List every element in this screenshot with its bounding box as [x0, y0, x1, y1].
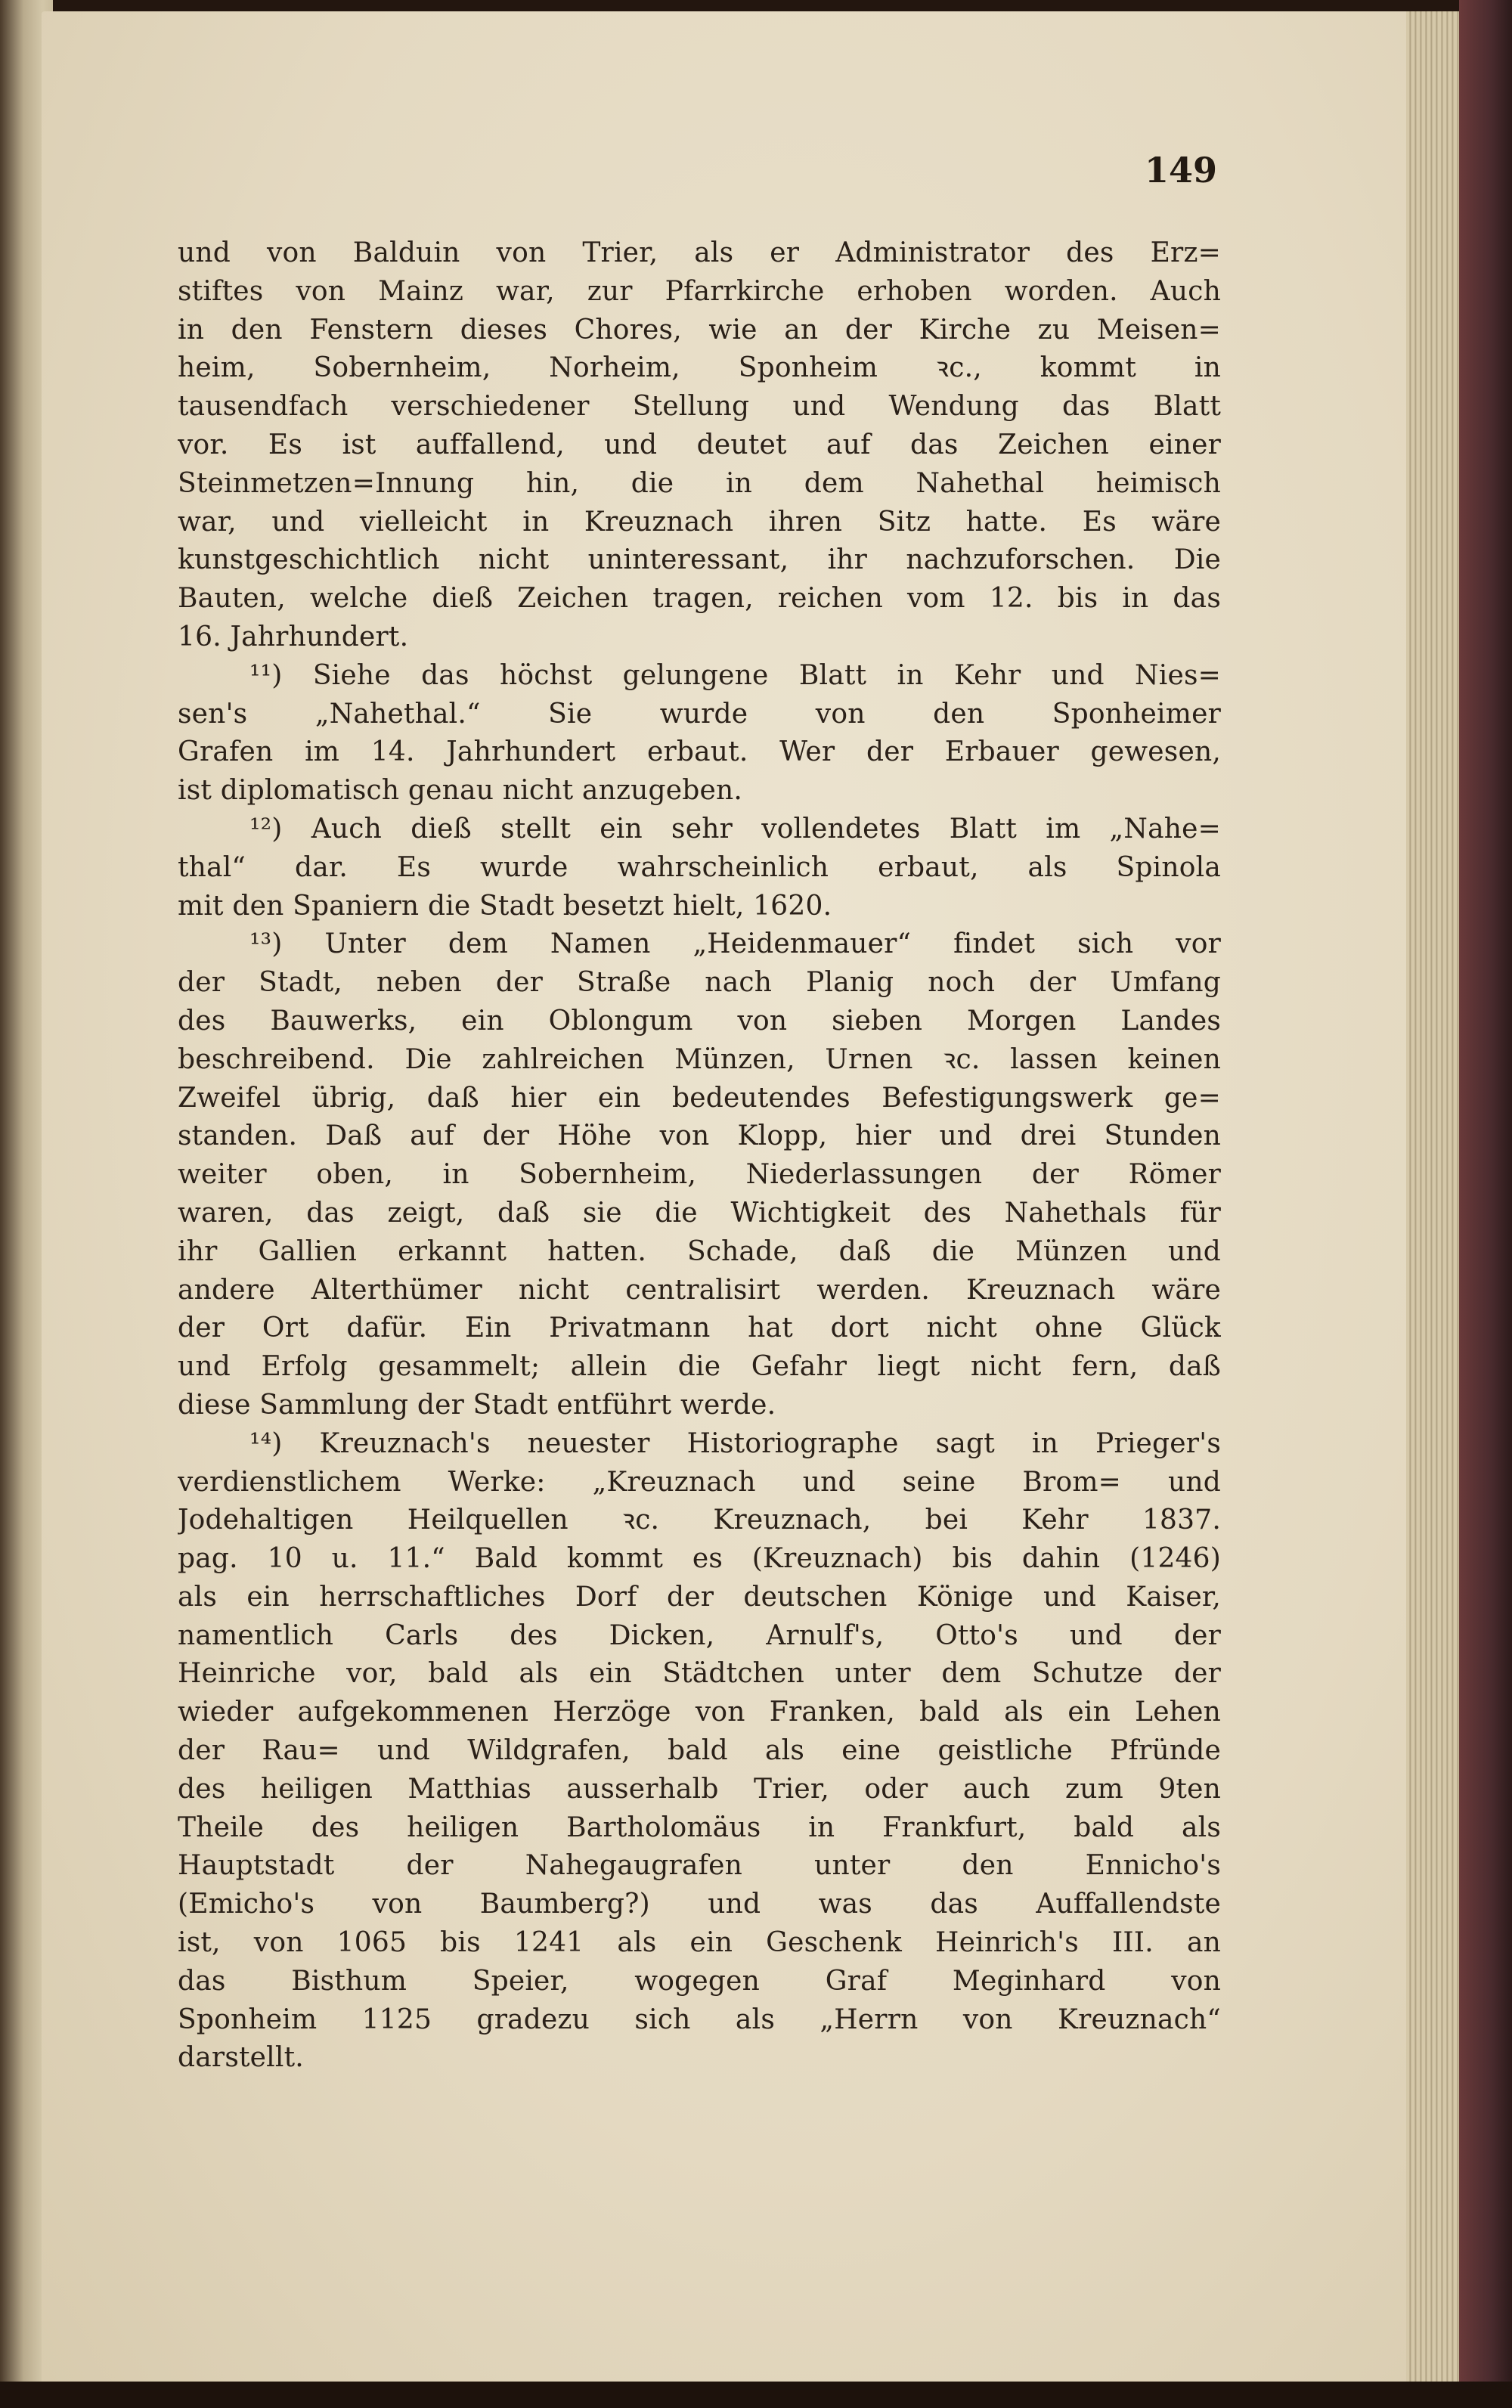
text-line: darstellt. [178, 2042, 304, 2074]
text-line: der Stadt, neben der Straße nach Planig noch der Umfang [178, 967, 1221, 999]
text-line: (Emicho's von Baumberg?) und was das Auffallendste [178, 1889, 1221, 1920]
text-line: pag. 10 u. 11.“ Bald kommt es (Kreuznach) bis dahin (1246) [178, 1543, 1221, 1575]
body-text [178, 234, 1221, 2078]
text-line: als ein herrschaftliches Dorf der deutschen Könige und Kaiser, [178, 1581, 1221, 1613]
text-line: und Erfolg gesammelt; allein die Gefahr liegt nicht fern, daß [178, 1351, 1221, 1383]
text-line: Jodehaltigen Heilquellen ꝛc. Kreuznach, bei Kehr 1837. [178, 1505, 1221, 1536]
text-line: vor. Es ist auffallend, und deutet auf das Zeichen einer [178, 429, 1221, 460]
text-line: in den Fenstern dieses Chores, wie an der Kirche zu Meisen= [178, 314, 1221, 346]
text-line: stiftes von Mainz war, zur Pfarrkirche erhoben worden. Auch [178, 275, 1221, 307]
text-line: 16. Jahrhundert. [178, 621, 409, 652]
text-line: das Bisthum Speier, wogegen Graf Meginhard von [178, 1965, 1221, 1997]
text-line: tausendfach verschiedener Stellung und Wendung das Blatt [178, 391, 1221, 423]
page-edges [1406, 11, 1459, 2385]
text-line: Grafen im 14. Jahrhundert erbaut. Wer der Erbauer gewesen, [178, 736, 1221, 768]
text-line: andere Alterthümer nicht centralisirt werden. Kreuznach wäre [178, 1274, 1221, 1306]
text-line: ¹⁴) Kreuznach's neuester Historiographe sagt in Prieger's [249, 1427, 1221, 1459]
text-line: standen. Daß auf der Höhe von Klopp, hier und drei Stunden [178, 1120, 1221, 1152]
page-number: 149 [1144, 150, 1217, 191]
text-line: Hauptstadt der Nahegaugrafen unter den Ennicho's [178, 1850, 1221, 1882]
text-line: namentlich Carls des Dicken, Arnulf's, Otto's und der [178, 1619, 1221, 1651]
bottom-shadow [0, 2382, 1512, 2408]
text-line: war, und vielleicht in Kreuznach ihren Sitz hatte. Es wäre [178, 506, 1221, 538]
text-line: Steinmetzen=Innung hin, die in dem Nahethal heimisch [178, 467, 1221, 499]
text-line: beschreibend. Die zahlreichen Münzen, Urnen ꝛc. lassen keinen [178, 1043, 1221, 1075]
text-line: mit den Spaniern die Stadt besetzt hielt, 1620. [178, 890, 832, 922]
text-line: ist, von 1065 bis 1241 als ein Geschenk Heinrich's III. an [178, 1927, 1221, 1959]
text-line: wieder aufgekommenen Herzöge von Franken, bald als ein Lehen [178, 1697, 1221, 1728]
text-line: ¹¹) Siehe das höchst gelungene Blatt in Kehr und Nies= [249, 659, 1221, 691]
text-line: kunstgeschichtlich nicht uninteressant, ihr nachzuforschen. Die [178, 544, 1221, 576]
text-line: sen's „Nahethal.“ Sie wurde von den Sponheimer [178, 698, 1221, 730]
book-cover-edge [1459, 0, 1512, 2408]
text-line: ist diplomatisch genau nicht anzugeben. [178, 775, 743, 807]
text-line: thal“ dar. Es wurde wahrscheinlich erbaut, als Spinola [178, 851, 1221, 883]
text-line: verdienstlichem Werke: „Kreuznach und seine Brom= und [178, 1466, 1221, 1498]
text-line: ¹²) Auch dieß stellt ein sehr vollendetes Blatt im „Nahe= [249, 813, 1221, 845]
text-line: weiter oben, in Sobernheim, Niederlassungen der Römer [178, 1159, 1221, 1191]
text-line: der Rau= und Wildgrafen, bald als eine geistliche Pfründe [178, 1735, 1221, 1767]
text-line: und von Balduin von Trier, als er Administrator des Erz= [178, 237, 1221, 268]
text-line: waren, das zeigt, daß sie die Wichtigkeit des Nahethals für [178, 1197, 1221, 1229]
text-line: Theile des heiligen Bartholomäus in Frankfurt, bald als [178, 1811, 1221, 1843]
text-line: heim, Sobernheim, Norheim, Sponheim ꝛc., kommt in [178, 352, 1221, 384]
text-line: diese Sammlung der Stadt entführt werde. [178, 1389, 776, 1421]
text-line: Zweifel übrig, daß hier ein bedeutendes Befestigungswerk ge= [178, 1082, 1221, 1114]
text-line: des Bauwerks, ein Oblongum von sieben Morgen Landes [178, 1005, 1221, 1037]
text-line: Heinriche vor, bald als ein Städtchen unter dem Schutze der [178, 1658, 1221, 1690]
text-line: des heiligen Matthias ausserhalb Trier, oder auch zum 9ten [178, 1773, 1221, 1805]
text-line: ihr Gallien erkannt hatten. Schade, daß die Münzen und [178, 1235, 1221, 1267]
text-line: Sponheim 1125 gradezu sich als „Herrn von Kreuznach“ [178, 2004, 1221, 2035]
text-line: der Ort dafür. Ein Privatmann hat dort nicht ohne Glück [178, 1312, 1221, 1344]
text-line: Bauten, welche dieß Zeichen tragen, reichen vom 12. bis in das [178, 583, 1221, 615]
text-line: ¹³) Unter dem Namen „Heidenmauer“ findet sich vor [249, 928, 1221, 960]
